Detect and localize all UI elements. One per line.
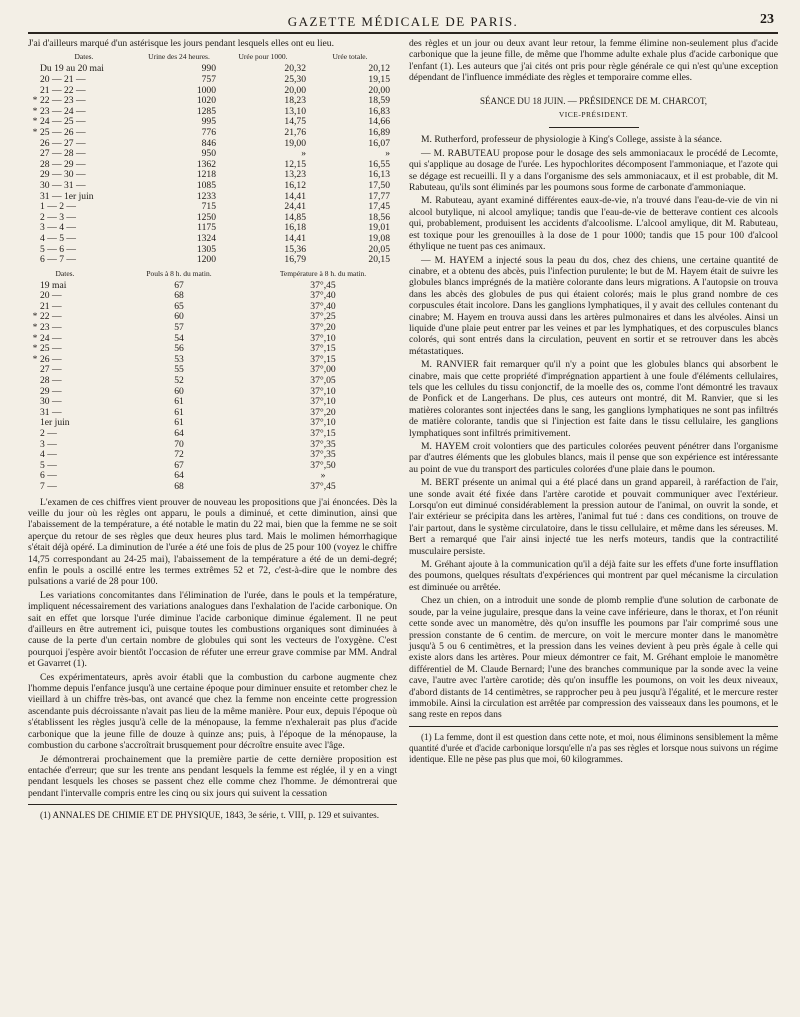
paragraph: Les variations concomitantes dans l'élimination de l'urée, dans le pouls et la température, impliquent nécessairement des variations analogues dans l'exhalation de l'acide carbonique. On sait en effet que lorsque l'urée diminue l'acide carbonique diminue également. Il ne peut d'ailleurs en être autrement ici, puisque toutes les combustions organiques sont diminuées à cause de la perte d'un certain nombre de globules qui sont les vecteurs de l'oxygène. C'est pourquoi j'espère avoir bientôt l'occasion de réfuter une erreur grave commise par MM. Andral et Gavarret (1). — [28, 589, 397, 670]
urine-cell: 1250 — [196, 211, 216, 223]
urea-cell: 16,12 — [284, 179, 306, 191]
urine-cell: 1285 — [196, 105, 216, 117]
session-subtitle: VICE-PRÉSIDENT. — [558, 110, 629, 120]
urea-cell: 14,75 — [284, 116, 306, 128]
urea-cell: 20,32 — [284, 63, 306, 75]
temperature-cell: 37°,10 — [310, 417, 336, 429]
urine-cell: 715 — [201, 201, 216, 213]
temperature-cell: 37°,20 — [310, 406, 336, 418]
date-label: 27 — 28 — — [40, 148, 86, 160]
asterisk-mark: * — [32, 311, 38, 323]
urea-cell: 25,30 — [284, 74, 306, 85]
footnote: (1) ANNALES DE CHIMIE ET DE PHYSIQUE, 1843, 3e série, t. VIII, p. 129 et suivantes. — [40, 810, 380, 821]
date-label: 30 — — [40, 396, 62, 408]
asterisk-mark: * — [32, 322, 38, 334]
urea-cell: 24,41 — [284, 201, 306, 213]
urine-cell: 995 — [201, 116, 216, 128]
urea-cell: 15,36 — [284, 243, 306, 255]
date-label: 29 — 30 — — [40, 169, 86, 181]
pulse-cell: 64 — [174, 428, 184, 439]
date-label: 31 — 1er juin — [40, 190, 94, 202]
pulse-cell: 65 — [174, 300, 184, 312]
date-label: 23 — — [40, 322, 62, 334]
urine-cell: 1000 — [196, 84, 216, 96]
table-row — [28, 255, 392, 266]
pulse-cell: 56 — [174, 343, 184, 355]
pulse-cell: 53 — [174, 353, 184, 365]
pulse-cell: 61 — [174, 406, 184, 418]
urea-total-cell: 17,45 — [368, 201, 390, 213]
pulse-cell: 60 — [174, 385, 184, 397]
page-header — [28, 0, 778, 30]
date-label: 21 — — [40, 300, 62, 312]
date-label: 20 — — [40, 290, 62, 302]
temperature-cell: 37°,10 — [310, 396, 336, 408]
left-column — [28, 38, 397, 823]
urea-total-cell: 17,77 — [368, 190, 390, 202]
table-header: Urée pour 1000. — [238, 52, 288, 62]
asterisk-mark: * — [32, 116, 38, 128]
urea-total-cell: 20,00 — [368, 84, 390, 96]
urea-cell: 16,18 — [284, 222, 306, 234]
urine-cell: 1305 — [196, 243, 216, 255]
urea-cell: 19,00 — [284, 137, 306, 149]
table-row — [28, 461, 390, 472]
date-label: 26 — 27 — — [40, 137, 86, 149]
date-label: 6 — 7 — — [40, 254, 76, 266]
date-label: 2 — 3 — — [40, 211, 76, 223]
date-label: 26 — — [40, 353, 62, 365]
temperature-cell: 37°,15 — [310, 428, 336, 439]
date-label: 21 — 22 — — [40, 84, 86, 96]
journal-title: GAZETTE MÉDICALE DE PARIS. — [287, 14, 519, 29]
footnote-rule — [28, 804, 397, 805]
urea-total-cell: 18,56 — [368, 211, 390, 223]
asterisk-mark: * — [32, 95, 38, 107]
date-label: 31 — — [40, 406, 62, 418]
urea-cell: 18,23 — [284, 95, 306, 107]
temperature-cell: 37°,40 — [310, 290, 336, 302]
temperature-cell: 37°,10 — [310, 332, 336, 344]
urea-total-cell: 16,55 — [368, 158, 390, 170]
urea-total-cell: 16,89 — [368, 126, 390, 138]
table-row — [28, 429, 390, 440]
date-label: 7 — — [40, 480, 57, 492]
urine-cell: 757 — [201, 74, 216, 85]
pulse-cell: 60 — [174, 311, 184, 323]
urine-cell: 1085 — [196, 179, 216, 191]
urea-total-cell: 20,15 — [368, 254, 390, 266]
urine-cell: 1362 — [196, 158, 216, 170]
temperature-cell: 37°,35 — [310, 438, 336, 450]
urea-total-cell: 14,66 — [368, 116, 390, 128]
paragraph: M. HAYEM croit volontiers que des particules colorées peuvent pénétrer dans l'organisme par d'autres éléments que les globules blancs, mais il pense que son expérience est intéressante au point de vue du transport des particules colorées d'une plaie dans le poumon. — [409, 441, 778, 475]
date-label: 6 — — [40, 470, 57, 482]
pulse-table — [28, 270, 390, 493]
paragraph: L'examen de ces chiffres vient prouver de nouveau les propositions que j'ai énoncées. Dès la veille du jour où les règles ont apparu, le pouls a diminué, et cette diminution, ainsi que l'abaissement de la température, a été notable le matin du 22 mai, bien que la femme ne se soit aperçue du retour de ses règles que deux heures plus tard. Mais le molimen hémorrhagique s'était déjà opéré. La diminution de l'urée a été une fois de plus de 25 pour 100 (voyez le chiffre 14,75 correspondant au 24-25 mai), l'abaissement de la température a été de un demi-degré; enfin le pouls a oscillé entre les termes extrêmes 52 et 72, c'est-à-dire que le nombre des pulsations a varié de 28 pour 100. — [28, 496, 397, 588]
pulse-cell: 57 — [174, 322, 184, 334]
date-label: 5 — — [40, 459, 57, 471]
urea-cell: 16,79 — [284, 254, 306, 266]
urea-table — [28, 53, 392, 265]
date-label: 24 — 25 — — [40, 116, 86, 128]
asterisk-mark: * — [32, 353, 38, 365]
date-label: 27 — — [40, 364, 62, 376]
date-label: 22 — — [40, 311, 62, 323]
footnote: (1) La femme, dont il est question dans cette note, et moi, nous éliminons sensiblement la même quantité d'urée et d'acide carbonique lorsqu'elle n'a pas ses règles et lorsque nous suivons un régime identique. Elle ne pèse pas plus que moi, 60 kilogrammes. — [409, 731, 778, 764]
right-column — [409, 38, 778, 823]
temperature-cell: 37°,00 — [310, 364, 336, 376]
pulse-cell: 72 — [174, 449, 184, 461]
date-label: 23 — 24 — — [40, 105, 86, 117]
header-rule — [28, 32, 778, 34]
temperature-cell: 37°,10 — [310, 385, 336, 397]
footnote-rule — [409, 726, 778, 727]
paragraph: — M. RABUTEAU propose pour le dosage des sels ammoniacaux le procédé de Lecomte, qui s'applique au dosage de l'urée. Les hypochlorites décomposent l'ammoniaque, et l'azote qui se dégage est recueilli. Il y a dans l'organisme des sels ammoniacaux, et il est probable, dit M. Rabuteau, qu'ils sont éliminés par les poumons sous forme de carbonate d'ammoniaque. — [409, 147, 778, 194]
pulse-cell: 55 — [174, 364, 184, 376]
pulse-cell: 61 — [174, 417, 184, 429]
paragraph: Je démontrerai prochainement que la première partie de cette dernière proposition est entachée d'erreur; que sur les trente ans pendant lesquels la femme est réglée, il y en a vingt pendant lesquels les choses se passent chez elle comme chez l'homme. Je démontrerai que pendant l'intervalle compris entre les cinq ou six jours qui suivent la cessation — [28, 753, 397, 799]
date-label: 4 — — [40, 449, 57, 461]
date-label: 28 — 29 — — [40, 158, 86, 170]
urea-total-cell: 16,13 — [368, 169, 390, 181]
urine-cell: 950 — [201, 148, 216, 160]
urea-cell: 13,23 — [284, 169, 306, 181]
urea-total-cell: 17,50 — [368, 179, 390, 191]
urea-cell: 14,41 — [284, 190, 306, 202]
paragraph: M. RANVIER fait remarquer qu'il n'y a point que les globules blancs qui absorbent le cinabre, mais que cette propriété d'imprégnation appartient à une foule d'éléments cellulaires, tels que les cellules du tissu conjonctif, de la moelle des os, comme l'ont démontré les travaux de Ponfick et de Langerhans. De plus, ces auteurs ont montré, dit M. Ranvier, que si les matières colorantes sont injectées dans le sang, les ganglions lymphatiques ne sont pas infiltrés de matière colorante, tandis que si l'injection est faite dans le tissu cellulaire, les ganglions lymphatiques sont infiltrés primitivement. — [409, 359, 778, 439]
date-label: 2 — — [40, 428, 57, 439]
table-header: Dates. — [55, 268, 75, 278]
urea-total-cell: 16,83 — [368, 105, 390, 117]
pulse-cell: 67 — [174, 459, 184, 471]
date-label: 3 — — [40, 438, 57, 450]
pulse-cell: 68 — [174, 480, 184, 492]
date-label: 28 — — [40, 375, 62, 387]
temperature-cell: 37°,15 — [310, 353, 336, 365]
temperature-cell: 37°,25 — [310, 311, 336, 323]
urine-cell: 1218 — [196, 169, 216, 181]
date-label: 20 — 21 — — [40, 74, 86, 85]
paragraph: Ces expérimentateurs, après avoir établi que la combustion du carbone augmente chez l'homme depuis l'enfance jusqu'à une certaine époque pour diminuer ensuite et retomber chez le vieillard à un chiffre très-bas, ont avancé que chez la femme non enceinte cette progression ascendante puis décroissante n'avait pas lieu de la même manière. Pour eux, depuis l'époque où s'établissent les règles jusqu'à celle de la ménopause, la femme n'exhalerait pas plus d'acide carbonique que la jeune fille de douze à quinze ans; puis, à l'époque de la ménopause, la combustion du carbone s'accroîtrait brusquement pour décroître ensuite avec l'âge. — [28, 671, 397, 752]
pulse-cell: 64 — [174, 470, 184, 482]
urea-total-cell: 18,59 — [368, 95, 390, 107]
temperature-cell: 37°,20 — [310, 322, 336, 334]
urea-total-cell: 20,12 — [368, 63, 390, 75]
table-row — [28, 234, 392, 245]
temperature-cell: 37°,45 — [310, 480, 336, 492]
paragraph: M. Gréhant ajoute à la communication qu'il a déjà faite sur les effets d'une forte insufflation des poumons, quelques résultats d'expériences qui montrent par quel mécanisme la circulation est diminuée ou arrêtée. — [409, 559, 778, 593]
pulse-cell: 52 — [174, 375, 184, 387]
date-cell — [28, 255, 140, 266]
table-header: Température à 8 h. du matin. — [279, 268, 367, 278]
urine-cell: 1233 — [196, 190, 216, 202]
urea-cell: » — [301, 148, 306, 160]
date-label: 4 — 5 — — [40, 232, 76, 244]
urine-cell: 1020 — [196, 95, 216, 107]
table-header: Urine des 24 heures. — [148, 52, 210, 62]
date-label: 25 — 26 — — [40, 126, 86, 138]
paragraph: M. BERT présente un animal qui a été placé dans un grand appareil, à raréfaction de l'air, une sonde avait été fixée dans l'artère carotide et pouvait communiquer avec l'extérieur. Lorsqu'on eut diminué considérablement la pression autour de l'animal, on ouvrit la sonde, et l'air extérieur se précipita dans les artères, l'animal fut tué : dans ces conditions, on trouve de l'air partout, dans le système circulatoire, dans le tissu cellulaire, et même dans les séreuses. M. Bert a remarqué que l'air ainsi injecté tue les nerfs moteurs, tandis que la contractilité musculaire persiste. — [409, 477, 778, 557]
pulse-cell: 61 — [174, 396, 184, 408]
urea-total-cell: 19,08 — [368, 232, 390, 244]
session-title: SÉANCE DU 18 JUIN. — PRÉSIDENCE DE M. CHARCOT, — [479, 95, 708, 106]
table-row — [28, 482, 390, 493]
urea-cell: 12,15 — [284, 158, 306, 170]
urine-cell: 776 — [201, 126, 216, 138]
urine-cell: 1200 — [196, 254, 216, 266]
continuation-text: des règles et un jour ou deux avant leur retour, la femme élimine non-seulement plus d'acide carbonique que la jeune fille, de même que l'homme adulte exhale plus d'acide carbonique que l'enfant (1). Les auteurs que j'ai cités ont pris pour règle générale ce qui n'est qu'une exception dépendant de l'influence immédiate des règles et temporaire comme elles. — [409, 38, 778, 84]
temperature-cell: » — [320, 470, 326, 482]
temperature-cell: 37°,15 — [310, 343, 336, 355]
temperature-cell: 37°,40 — [310, 300, 336, 312]
table-header: Urée totale. — [332, 52, 368, 62]
asterisk-mark: * — [32, 332, 38, 344]
asterisk-mark: * — [32, 343, 38, 355]
urea-total-cell: 19,15 — [368, 74, 390, 85]
urine-cell: 1324 — [196, 232, 216, 244]
urea-total-cell: » — [385, 148, 390, 160]
paragraph: Chez un chien, on a introduit une sonde de plomb remplie d'une solution de carbonate de soude, par la veine jugulaire, presque dans la veine cave inférieure, dans le thorax, et l'on réunit cette sonde avec un manomètre, dès qu'on insuffle les poumons par l'air comprimé sous une pression constante de 6 centim. de mercure, on voit le mercure monter dans le manomètre jusqu'à 5 ou 6 centimètres, et la pression dans les veines devient à peu près égale à celle qui existe alors dans les artères. Pour mieux démontrer ce fait, M. Gréhant emploie le manomètre différentiel de M. Claude Bernard; l'une des branches communique par la sonde avec la veine cave, l'autre avec l'artère carotide; dès qu'on insuffle les poumons, on voit les deux niveaux, d'abord distants de 14 centimètres, se rapprocher peu à peu jusqu'à l'égalité, et le mercure rester immobile. Ainsi la circulation est arrêtée par compression des vaisseaux dans les poumons, et le sang reste en repos dans — [409, 595, 778, 721]
date-label: 1 — 2 — — [40, 201, 76, 213]
date-label: 25 — — [40, 343, 62, 355]
page-number: 23 — [760, 12, 774, 27]
pulse-cell: 68 — [174, 290, 184, 302]
date-label: 24 — — [40, 332, 62, 344]
urea-cell: 14,85 — [284, 211, 306, 223]
asterisk-mark: * — [32, 105, 38, 117]
urine-cell: 846 — [201, 137, 216, 149]
temperature-cell: 37°,50 — [310, 459, 336, 471]
urea-cell: 20,00 — [284, 84, 306, 96]
asterisk-mark: * — [32, 126, 38, 138]
urea-total-cell: 16,07 — [368, 137, 390, 149]
paragraph: M. Rutherford, professeur de physiologie à King's College, assiste à la séance. — [421, 134, 722, 146]
table-header: Pouls à 8 h. du matin. — [146, 268, 212, 278]
date-label: 29 — — [40, 385, 62, 397]
date-label: 30 — 31 — — [40, 179, 86, 191]
date-label: 5 — 6 — — [40, 243, 76, 255]
urea-total-cell: 19,01 — [368, 222, 390, 234]
urea-cell: 21,76 — [284, 126, 306, 138]
urea-cell: 14,41 — [284, 232, 306, 244]
date-label: 3 — 4 — — [40, 222, 76, 234]
date-cell — [28, 482, 102, 493]
pulse-cell: 70 — [174, 438, 184, 450]
paragraph: — M. HAYEM a injecté sous la peau du dos, chez des chiens, une certaine quantité de cinabre, et a obtenu des abcès, puis l'infection purulente; le but de M. Hayem était de suivre les globules blancs imprégnés de la matière colorante dans leurs migrations. A l'autopsie on trouva dans les abcès des globules de pus qui étaient colorés; mais le plus grand nombre de ces corpuscules était incolore. Dans les ganglions lymphatiques, il y avait des cellules contenant du cinabre; M. Hayem en trouva aussi dans les artères pulmonaires et dans les alvéoles. Ainsi un liquide d'une plaie peut entrer par les veines et par les lymphatiques, et des corpuscules blancs colorés, qui sont entrés dans la circulation, peuvent en sortir et se retrouver dans les abcès métastatiques. — [409, 254, 778, 357]
date-label: 19 mai — [40, 279, 67, 291]
date-label: 22 — 23 — — [40, 95, 86, 107]
intro-text: J'ai d'ailleurs marqué d'un astérisque les jours pendant lesquels elles ont eu lieu. — [28, 38, 334, 49]
temperature-cell: 37°,35 — [310, 449, 336, 461]
urea-total-cell: 20,05 — [368, 243, 390, 255]
temperature-cell: 37°,05 — [310, 375, 336, 387]
pulse-cell: 67 — [174, 279, 184, 291]
temperature-cell: 37°,45 — [310, 279, 336, 291]
date-label: Du 19 au 20 mai — [40, 63, 104, 75]
urine-cell: 1175 — [197, 222, 216, 234]
paragraph: M. Rabuteau, ayant examiné différentes eaux-de-vie, n'a trouvé dans l'eau-de-vie de vin ni alcool butylique, ni alcool amylique; tandis que l'eau-de-vie de betterave contient ces alcools qui, probablement, produisent les accidents d'alcoolisme. L'alcool amylique, dit M. Rabuteau, est toxique pour les grenouilles à la dose de 1 pour 1000; tandis que 15 pour 100 d'alcool éthylique ne tuent pas ces animaux. — [409, 195, 778, 253]
urea-cell: 13,10 — [284, 105, 306, 117]
urine-cell: 990 — [201, 63, 216, 75]
table-header: Dates. — [74, 52, 94, 62]
section-divider — [549, 127, 639, 128]
pulse-cell: 54 — [174, 332, 184, 344]
date-label: 1er juin — [40, 417, 70, 429]
